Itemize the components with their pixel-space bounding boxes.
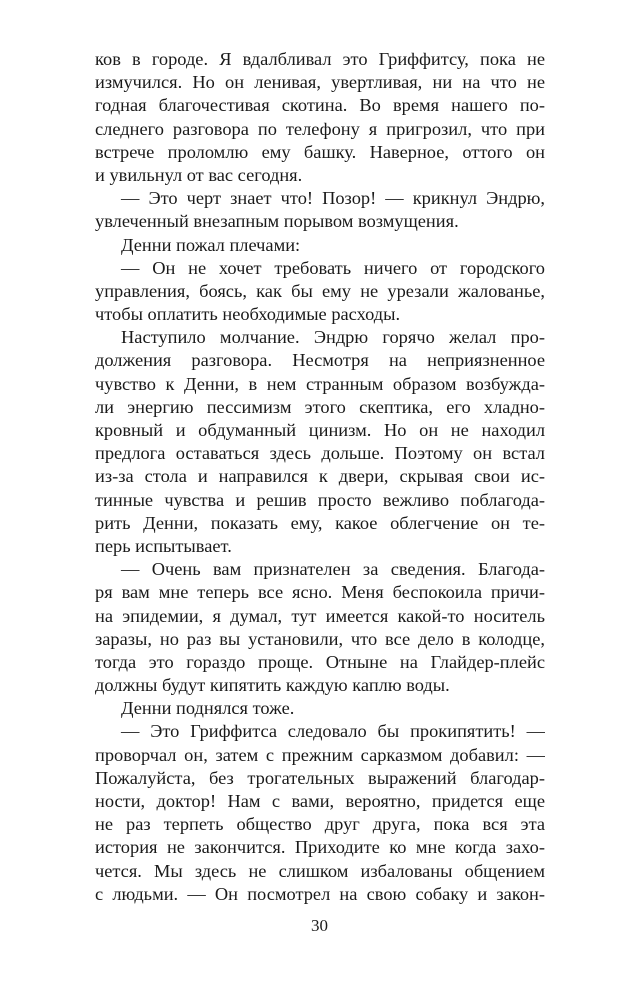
text-line: тогда это гораздо проще. Отныне на Глайдер-плейс	[95, 651, 545, 672]
text-line: и увильнул от вас сегодня.	[95, 164, 303, 185]
text-line: из-за стола и направился к двери, скрывая свои ис-	[95, 466, 545, 487]
text-line: Пожалуйста, без трогательных выражений благодар-	[95, 767, 545, 788]
text-line: ря вам мне теперь все ясно. Меня беспокоила причи-	[95, 582, 545, 603]
text-line: чувство к Денни, в нем странным образом возбужда-	[95, 373, 545, 394]
text-line: — Он не хочет требовать ничего от городского	[121, 257, 545, 278]
text-line: ков в городе. Я вдалбливал это Гриффитсу, пока не	[95, 49, 545, 69]
text-line: — Очень вам признателен за сведения. Благода-	[121, 559, 545, 580]
text-line: чется. Мы здесь не слишком избалованы общением	[95, 860, 545, 881]
text-line: перь испытывает.	[95, 535, 232, 556]
page-number: 30	[311, 916, 328, 935]
text-line: кровный и обдуманный цинизм. Но он не находил	[95, 420, 545, 440]
text-line: с людьми. — Он посмотрел на свою собаку и закон-	[95, 883, 545, 904]
text-line: следнего разговора по телефону я пригрозил, что при	[95, 118, 545, 139]
text-line: должны будут кипятить каждую каплю воды.	[95, 675, 450, 696]
text-line: управления, боясь, как бы ему не урезали жалованье,	[95, 280, 545, 301]
body-text	[95, 48, 545, 906]
text-line: предлога оставаться здесь дольше. Поэтому он встал	[95, 443, 545, 464]
text-line: встрече проломлю ему башку. Наверное, оттого он	[95, 141, 545, 162]
text-line: заразы, но раз вы установили, что все дело в колодце,	[95, 628, 545, 649]
text-line: чтобы оплатить необходимые расходы.	[95, 304, 401, 325]
text-line: — Это Гриффитса следовало бы прокипятить! —	[121, 721, 545, 742]
text-line: измучился. Но он ленивая, увертливая, ни на что не	[95, 72, 545, 93]
text-line: проворчал он, затем с прежним сарказмом добавил: —	[95, 744, 545, 765]
text-line: годная благочестивая скотина. Во время нашего по-	[95, 95, 545, 116]
text-line: должения разговора. Несмотря на неприязненное	[95, 350, 545, 371]
text-line: ности, доктор! Нам с вами, вероятно, придется еще	[95, 791, 545, 811]
text-line: Денни поднялся тоже.	[121, 698, 295, 719]
text-line: история не закончится. Приходите ко мне когда захо-	[95, 837, 545, 858]
text-line: увлеченный внезапным порывом возмущения.	[95, 211, 459, 232]
text-line: — Это черт знает что! Позор! — крикнул Эндрю,	[121, 188, 545, 209]
text-line: тинные чувства и решив просто вежливо поблагода-	[95, 489, 545, 510]
text-line: Денни пожал плечами:	[121, 234, 301, 255]
text-line: на эпидемии, я думал, тут имеется какой-то носитель	[95, 605, 545, 626]
text-line: не раз терпеть общество друг друга, пока вся эта	[95, 814, 545, 835]
text-line: ли энергию пессимизм этого скептика, его хладно-	[95, 396, 545, 417]
text-line: рить Денни, показать ему, какое облегчение он те-	[95, 512, 545, 533]
text-line: Наступило молчание. Эндрю горячо желал про-	[121, 327, 545, 348]
